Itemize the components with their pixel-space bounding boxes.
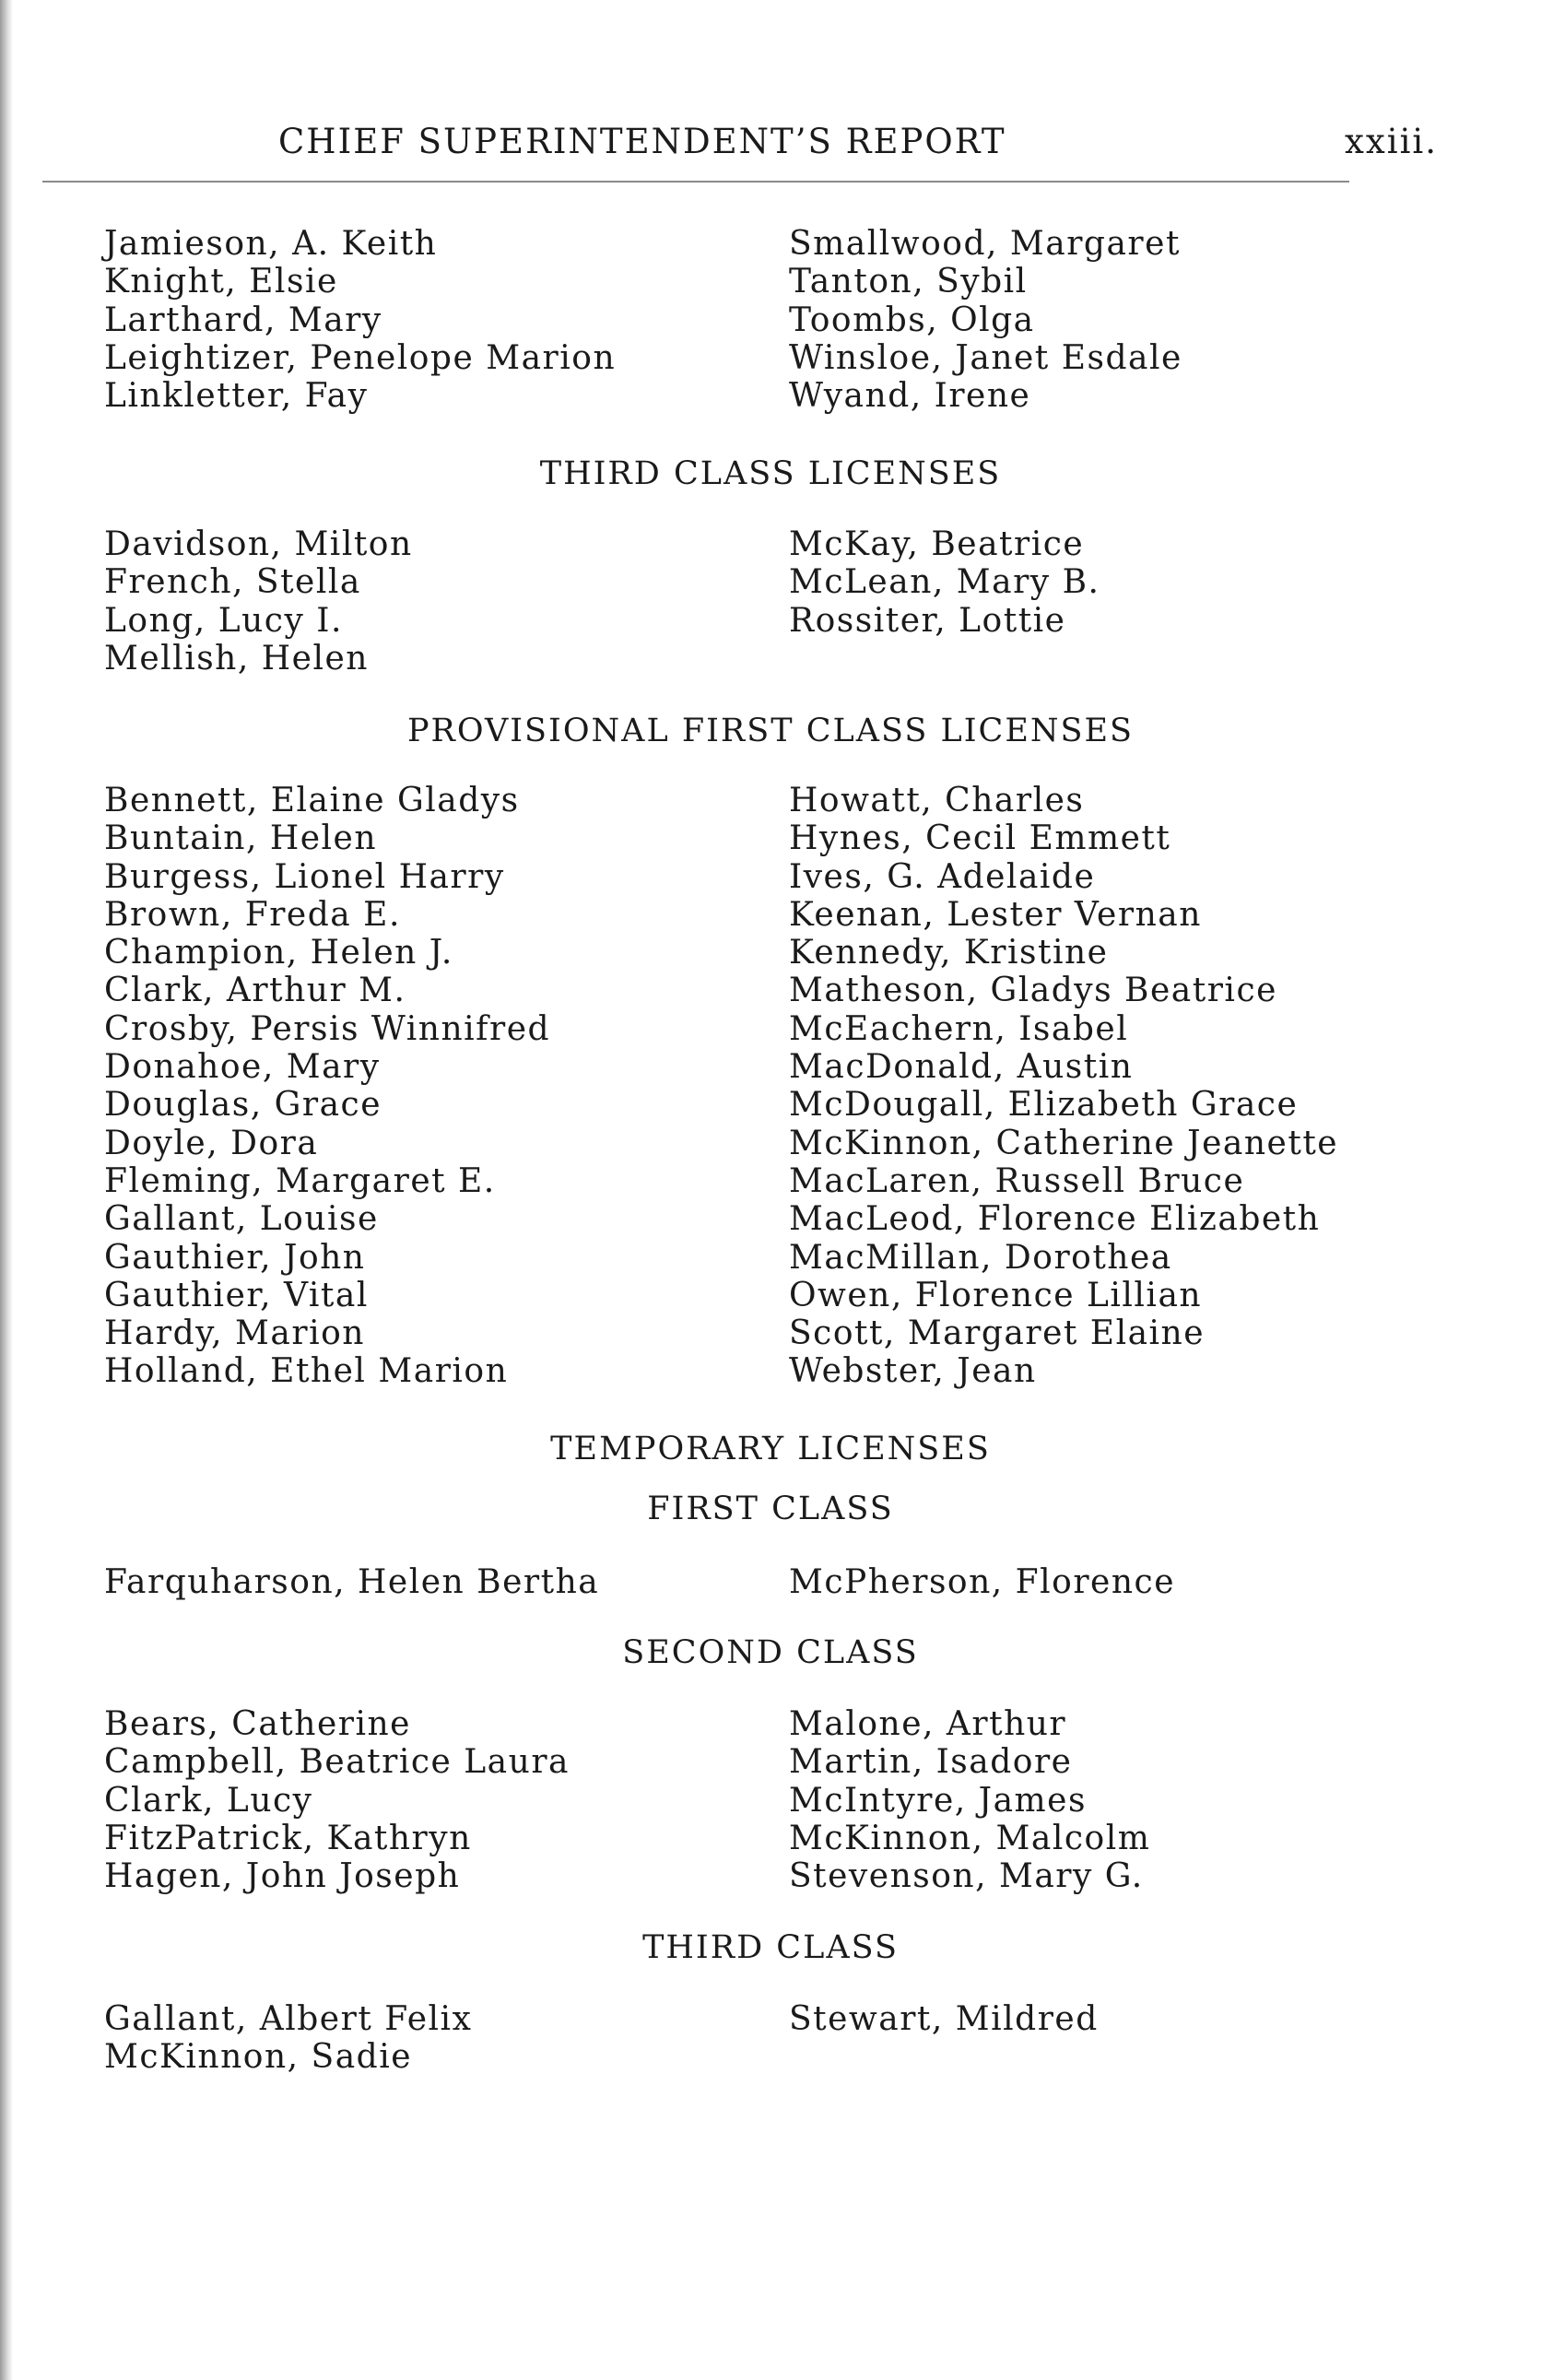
- license-holder-name: MacMillan, Dorothea: [789, 1238, 1172, 1277]
- license-holder-name: McKinnon, Sadie: [104, 2038, 413, 2077]
- license-holder-name: Linkletter, Fay: [104, 377, 369, 416]
- provisional-list-right: [789, 782, 1338, 1391]
- license-holder-name: Mellish, Helen: [104, 639, 369, 677]
- license-holder-name: MacDonald, Austin: [789, 1048, 1134, 1087]
- license-holder-name: Matheson, Gladys Beatrice: [789, 972, 1277, 1010]
- license-holder-name: McIntyre, James: [789, 1781, 1087, 1820]
- license-holder-name: Rossiter, Lottie: [789, 601, 1066, 640]
- license-holder-name: Donahoe, Mary: [104, 1048, 381, 1087]
- license-holder-name: Davidson, Milton: [104, 525, 413, 563]
- temp-first-class-list-right: [789, 1563, 1175, 1601]
- running-title: CHIEF SUPERINTENDENT’S REPORT: [278, 122, 1006, 161]
- page-header: [0, 122, 1541, 168]
- license-holder-name: FitzPatrick, Kathryn: [104, 1819, 472, 1857]
- license-holder-name: MacLaren, Russell Bruce: [789, 1161, 1245, 1200]
- heading-temporary-licenses: TEMPORARY LICENSES: [550, 1431, 991, 1467]
- heading-provisional-first-class: PROVISIONAL FIRST CLASS LICENSES: [406, 713, 1135, 749]
- third-class-list-right: [789, 525, 1100, 640]
- temp-first-class-list-left: [104, 1563, 599, 1601]
- license-holder-name: Kennedy, Kristine: [789, 934, 1109, 972]
- license-holder-name: MacLeod, Florence Elizabeth: [789, 1200, 1321, 1239]
- license-holder-name: Burgess, Lionel Harry: [104, 857, 505, 896]
- page-number: xxiii.: [1345, 122, 1438, 161]
- license-holder-name: Clark, Arthur M.: [104, 972, 406, 1010]
- header-rule: [42, 181, 1349, 183]
- license-holder-name: Ives, G. Adelaide: [789, 857, 1096, 896]
- license-holder-name: McKay, Beatrice: [789, 525, 1085, 563]
- page-binding-shadow: [0, 0, 13, 2380]
- continued-list-right: [789, 225, 1182, 415]
- continued-list-left: [104, 225, 616, 415]
- license-holder-name: Stewart, Mildred: [789, 2000, 1099, 2038]
- temp-third-class-list-left: [104, 2000, 472, 2077]
- license-holder-name: Larthard, Mary: [104, 300, 382, 339]
- license-holder-name: Webster, Jean: [789, 1352, 1037, 1391]
- license-holder-name: Bennett, Elaine Gladys: [104, 782, 520, 819]
- license-holder-name: Smallwood, Margaret: [789, 225, 1181, 263]
- license-holder-name: Hynes, Cecil Emmett: [789, 819, 1171, 858]
- heading-third-class-licenses: THIRD CLASS LICENSES: [539, 455, 1002, 492]
- license-holder-name: Douglas, Grace: [104, 1086, 382, 1125]
- license-holder-name: Keenan, Lester Vernan: [789, 895, 1202, 934]
- license-holder-name: Hagen, John Joseph: [104, 1857, 461, 1896]
- temp-third-class-list-right: [789, 2000, 1099, 2038]
- license-holder-name: Wyand, Irene: [789, 377, 1031, 416]
- license-holder-name: McEachern, Isabel: [789, 1009, 1129, 1048]
- license-holder-name: Gauthier, Vital: [104, 1276, 369, 1314]
- license-holder-name: Gauthier, John: [104, 1238, 366, 1277]
- temp-second-class-list-left: [104, 1705, 570, 1895]
- license-holder-name: Clark, Lucy: [104, 1781, 313, 1820]
- license-holder-name: Champion, Helen J.: [104, 934, 453, 972]
- license-holder-name: Scott, Margaret Elaine: [789, 1314, 1206, 1353]
- provisional-list-left: [104, 782, 550, 1391]
- license-holder-name: McPherson, Florence: [789, 1563, 1175, 1601]
- license-holder-name: Toombs, Olga: [789, 300, 1035, 339]
- license-holder-name: Malone, Arthur: [789, 1705, 1067, 1743]
- license-holder-name: Gallant, Albert Felix: [104, 2000, 473, 2038]
- license-holder-name: Winsloe, Janet Esdale: [789, 338, 1182, 377]
- license-holder-name: Howatt, Charles: [789, 782, 1085, 819]
- license-holder-name: Tanton, Sybil: [789, 263, 1028, 301]
- license-holder-name: Martin, Isadore: [789, 1743, 1073, 1782]
- license-holder-name: Owen, Florence Lillian: [789, 1276, 1203, 1314]
- temp-second-class-list-right: [789, 1705, 1150, 1895]
- license-holder-name: French, Stella: [104, 563, 361, 602]
- license-holder-name: Brown, Freda E.: [104, 895, 401, 934]
- license-holder-name: Holland, Ethel Marion: [104, 1352, 509, 1391]
- license-holder-name: Fleming, Margaret E.: [104, 1161, 496, 1200]
- license-holder-name: McKinnon, Catherine Jeanette: [789, 1124, 1339, 1162]
- license-holder-name: Bears, Catherine: [104, 1705, 411, 1743]
- license-holder-name: Farquharson, Helen Bertha: [104, 1563, 600, 1601]
- license-holder-name: Campbell, Beatrice Laura: [104, 1743, 571, 1782]
- license-holder-name: Knight, Elsie: [104, 263, 338, 301]
- heading-temporary-second-class: SECOND CLASS: [622, 1634, 919, 1671]
- license-holder-name: Crosby, Persis Winnifred: [104, 1009, 551, 1048]
- license-holder-name: Hardy, Marion: [104, 1314, 365, 1353]
- heading-temporary-first-class: FIRST CLASS: [647, 1490, 894, 1527]
- license-holder-name: McKinnon, Malcolm: [789, 1819, 1151, 1857]
- license-holder-name: Long, Lucy I.: [104, 601, 343, 640]
- license-holder-name: Leightizer, Penelope Marion: [104, 338, 617, 377]
- license-holder-name: McLean, Mary B.: [789, 563, 1100, 602]
- license-holder-name: Buntain, Helen: [104, 819, 378, 858]
- license-holder-name: Doyle, Dora: [104, 1124, 319, 1162]
- license-holder-name: McDougall, Elizabeth Grace: [789, 1086, 1299, 1125]
- license-holder-name: Gallant, Louise: [104, 1200, 379, 1239]
- heading-temporary-third-class: THIRD CLASS: [642, 1929, 899, 1966]
- third-class-list-left: [104, 525, 413, 677]
- license-holder-name: Jamieson, A. Keith: [104, 225, 438, 263]
- license-holder-name: Stevenson, Mary G.: [789, 1857, 1144, 1896]
